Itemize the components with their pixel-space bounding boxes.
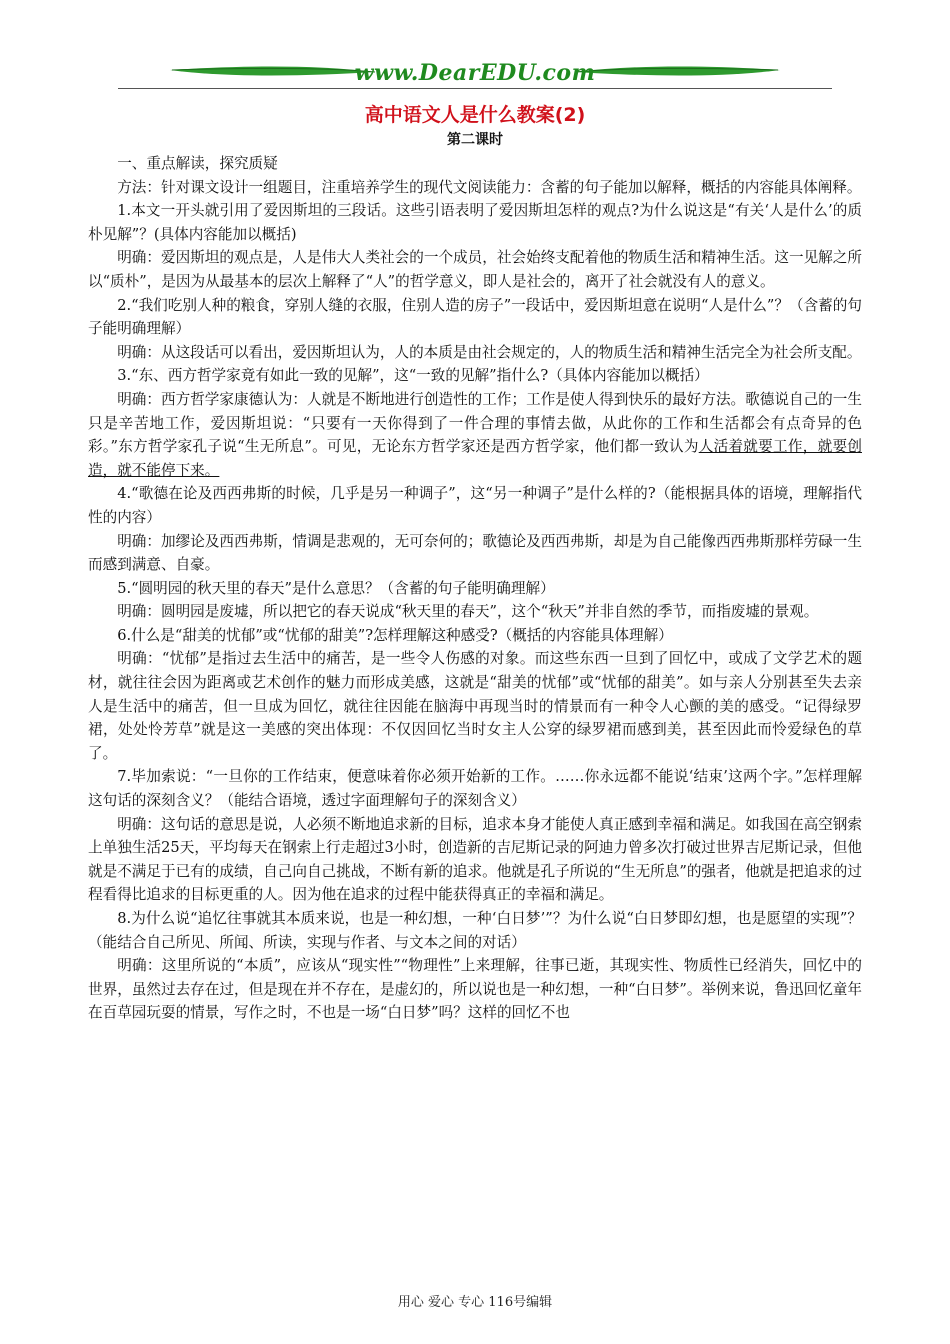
header-divider bbox=[118, 88, 832, 89]
page-subtitle: 第二课时 bbox=[447, 132, 503, 148]
question-5: 5.“圆明园的秋天里的春天”是什么意思？（含蓄的句子能明确理解） bbox=[117, 579, 555, 597]
document-body bbox=[88, 152, 862, 1025]
answer-3-text: 明确：西方哲学家康德认为：人就是不断地进行创造性的工作；工作是使人得到快乐的最好方法。歌德说自己的一生只是辛苦地工作，爱因斯坦说：“只要有一天你得到了一件合理的事情去做，从此你的工作和生活都会有点奇异的色彩。”东方哲学家孔子说“生无所息”。可见，无论东方哲学家还是西方哲学家，他们都一致认为 bbox=[88, 390, 862, 456]
page-title: 高中语文人是什么教案(2) bbox=[364, 104, 586, 126]
page-footer: 用心 爱心 专心 116号编辑 bbox=[397, 1295, 553, 1310]
answer-7: 明确：这句话的意思是说，人必须不断地追求新的目标，追求本身才能使人真正感到幸福和满足。如我国在高空钢索上单独生活25天，平均每天在钢索上行走超过3小时，创造新的吉尼斯记录的阿迪力曾多次打破过世界吉尼斯记录，但他就是不满足于已有的成绩，自己向自己挑战，不断有新的追求。他就是孔子所说的“生无所息”的强者，他就是把追求的过程看得比追求的目标更重的人。因为他在追求的过程中能获得真正的幸福和满足。 bbox=[88, 815, 862, 904]
answer-3 bbox=[88, 388, 862, 482]
answer-4: 明确：加缪论及西西弗斯，情调是悲观的，无可奈何的；歌德论及西西弗斯，却是为自己能像西西弗斯那样劳碌一生而感到满意、自豪。 bbox=[88, 532, 862, 574]
question-2: 2.“我们吃别人种的粮食，穿别人缝的衣服，住别人造的房子”一段话中，爱因斯坦意在说明“人是什么”？（含蓄的句子能明确理解） bbox=[88, 296, 862, 338]
question-3: 3.“东、西方哲学家竟有如此一致的见解”，这“一致的见解”指什么?（具体内容能加以概括） bbox=[117, 367, 709, 385]
answer-3-underlined: 人活着就要工作，就要创造，就不能停下来。 bbox=[88, 438, 862, 479]
logo-text: www.DearEDU.com bbox=[354, 60, 596, 86]
question-8: 8.为什么说“追忆往事就其本质来说，也是一种幻想，一种‘白日梦’”？为什么说“白日梦即幻想，也是愿望的实现”？（能结合自己所见、所闻、所读，实现与作者、与文本之间的对话） bbox=[88, 910, 862, 951]
answer-5: 明确：圆明园是废墟，所以把它的春天说成“秋天里的春天”，这个“秋天”并非自然的季节，而指废墟的景观。 bbox=[117, 603, 819, 621]
method-paragraph: 方法：针对课文设计一组题目，注重培养学生的现代文阅读能力：含蓄的句子能加以解释，概括的内容能具体阐释。 bbox=[117, 178, 862, 196]
section-heading: 一、重点解读，探究质疑 bbox=[117, 155, 278, 172]
question-1: 1.本文一开头就引用了爱因斯坦的三段话。这些引语表明了爱因斯坦怎样的观点?为什么说这是“有关‘人是什么’的质朴见解”？(具体内容能加以概括) bbox=[88, 202, 862, 243]
site-logo-banner bbox=[170, 56, 780, 90]
answer-8: 明确：这里所说的“本质”，应该从“现实性”“物理性”上来理解，往事已逝，其现实性、物质性已经消失，回忆中的世界，虽然过去存在过，但是现在并不存在，是虚幻的，所以说也是一种幻想，一种“白日梦”。举例来说，鲁迅回忆童年在百草园玩耍的情景，写作之时，不也是一场“白日梦”吗？这样的回忆不也 bbox=[88, 957, 862, 1022]
question-6: 6.什么是“甜美的忧郁”或“忧郁的甜美”?怎样理解这种感受?（概括的内容能具体理解） bbox=[117, 626, 673, 644]
question-7: 7.毕加索说：“一旦你的工作结束，便意味着你必须开始新的工作。……你永远都不能说‘结束’这两个字。”怎样理解这句话的深刻含义？（能结合语境，透过字面理解句子的深刻含义） bbox=[88, 768, 862, 810]
answer-1: 明确：爱因斯坦的观点是，人是伟大人类社会的一个成员，社会始终支配着他的物质生活和精神生活。这一见解之所以“质朴”，是因为从最基本的层次上解释了“人”的哲学意义，即人是社会的，离开了社会就没有人的意义。 bbox=[88, 249, 862, 290]
answer-2: 明确：从这段话可以看出，爱因斯坦认为，人的本质是由社会规定的，人的物质生活和精神生活完全为社会所支配。 bbox=[117, 343, 862, 361]
question-4: 4.“歌德在论及西西弗斯的时候，几乎是另一种调子”，这“另一种调子”是什么样的?（能根据具体的语境，理解指代性的内容） bbox=[88, 485, 862, 526]
answer-6: 明确：“忧郁”是指过去生活中的痛苦，是一些令人伤感的对象。而这些东西一旦到了回忆中，或成了文学艺术的题材，就往往会因为距离或艺术创作的魅力而形成美感，这就是“甜美的忧郁”或“忧郁的甜美”。如与亲人分别甚至失去亲人是生活中的痛苦，但一旦成为回忆，就往往因能在脑海中再现当时的情景而有一种令人心颤的美的感受。“记得绿罗裙，处处怜芳草”就是这一美感的突出体现：不仅因回忆当时女主人公穿的绿罗裙而感到美，甚至因此而怜爱绿色的草了。 bbox=[88, 650, 862, 762]
